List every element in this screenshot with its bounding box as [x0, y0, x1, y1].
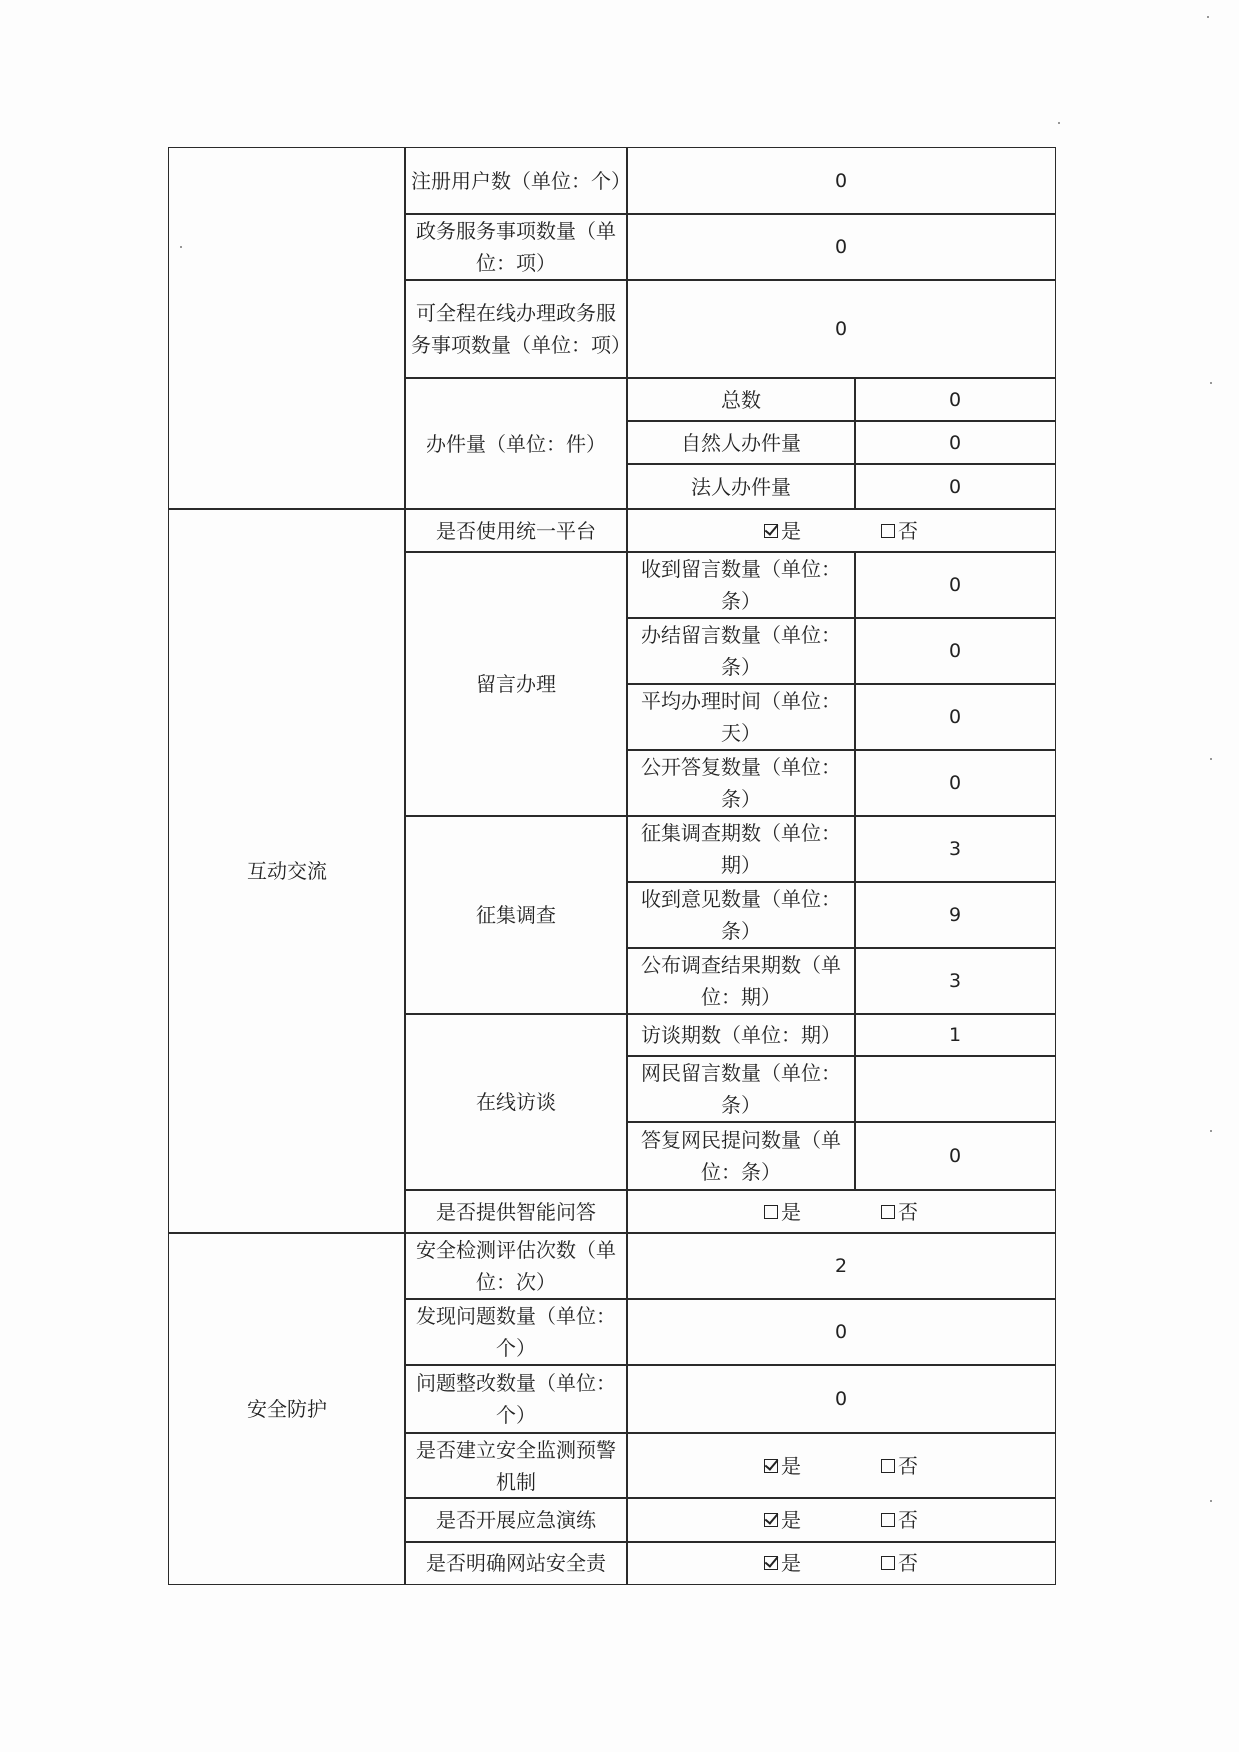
sub-label: 答复网民提问数量（单位：条）: [626, 1121, 856, 1191]
row-label: 是否使用统一平台: [404, 508, 628, 553]
group-label: 留言办理: [404, 551, 628, 817]
sub-value: 1: [854, 1013, 1056, 1057]
row-value: 0: [626, 1364, 1056, 1434]
checkbox-no[interactable]: [881, 1459, 895, 1473]
scan-speck: [1058, 122, 1060, 124]
scan-speck: [1207, 16, 1209, 18]
section-interaction: [168, 508, 406, 1234]
scan-speck: [1210, 1500, 1212, 1502]
section-cell-empty: [168, 147, 406, 510]
checkbox-no[interactable]: [881, 1513, 895, 1527]
row-label: 政务服务事项数量（单位：项）: [404, 213, 628, 281]
row-label: 可全程在线办理政务服务事项数量（单位：项）: [404, 279, 628, 379]
sub-value: 0: [854, 551, 1056, 619]
checkbox-no[interactable]: [881, 1556, 895, 1570]
checkbox-yes[interactable]: [764, 1556, 778, 1570]
sub-value: 0: [854, 617, 1056, 685]
sub-value: 9: [854, 881, 1056, 949]
scan-speck: [1210, 382, 1212, 384]
row-value: 0: [626, 279, 1056, 379]
sub-label: 访谈期数（单位：期）: [626, 1013, 856, 1057]
checkbox-no[interactable]: [881, 524, 895, 538]
sub-label: 自然人办件量: [626, 420, 856, 465]
row-label: 注册用户数（单位：个）: [404, 147, 628, 215]
sub-value: 0: [854, 420, 1056, 465]
yes-no-options: 是 否: [626, 1189, 1056, 1234]
sub-label: 收到留言数量（单位：条）: [626, 551, 856, 619]
group-label: 办件量（单位：件）: [404, 377, 628, 510]
section-label: 安全防护: [247, 1396, 327, 1421]
row-label: 是否建立安全监测预警机制: [404, 1432, 628, 1499]
row-label: 安全检测评估次数（单位：次）: [404, 1232, 628, 1300]
row-label: 发现问题数量（单位：个）: [404, 1298, 628, 1366]
group-label: 征集调查: [404, 815, 628, 1015]
section-label: 互动交流: [247, 859, 327, 883]
row-value: 2: [626, 1232, 1056, 1300]
checkbox-yes[interactable]: [764, 1459, 778, 1473]
statistics-table: [168, 147, 1056, 1585]
sub-value: 0: [854, 377, 1056, 422]
group-label: 在线访谈: [404, 1013, 628, 1191]
sub-label: 法人办件量: [626, 463, 856, 510]
sub-value: [854, 1055, 1056, 1123]
row-value: 0: [626, 1298, 1056, 1366]
scan-speck: [1210, 758, 1212, 760]
sub-value: 0: [854, 749, 1056, 817]
sub-value: 0: [854, 463, 1056, 510]
sub-value: 0: [854, 683, 1056, 751]
row-label: 是否提供智能问答: [404, 1189, 628, 1234]
row-label: 是否明确网站安全责: [404, 1541, 628, 1585]
sub-label: 收到意见数量（单位：条）: [626, 881, 856, 949]
checkbox-yes[interactable]: [764, 524, 778, 538]
yes-no-options: 是 否: [626, 508, 1056, 553]
sub-label: 公布调查结果期数（单位：期）: [626, 947, 856, 1015]
checkbox-no[interactable]: [881, 1205, 895, 1219]
row-label: 是否开展应急演练: [404, 1497, 628, 1543]
row-label: 问题整改数量（单位：个）: [404, 1364, 628, 1434]
sub-value: 3: [854, 947, 1056, 1015]
sub-label: 公开答复数量（单位：条）: [626, 749, 856, 817]
row-value: 0: [626, 147, 1056, 215]
yes-no-options: 是 否: [626, 1497, 1056, 1543]
row-value: 0: [626, 213, 1056, 281]
checkbox-yes[interactable]: [764, 1513, 778, 1527]
sub-label: 总数: [626, 377, 856, 422]
section-security: [168, 1232, 406, 1585]
scan-speck: [1210, 1130, 1212, 1132]
sub-label: 征集调查期数（单位：期）: [626, 815, 856, 883]
sub-label: 网民留言数量（单位：条）: [626, 1055, 856, 1123]
sub-value: 0: [854, 1121, 1056, 1191]
sub-label: 办结留言数量（单位：条）: [626, 617, 856, 685]
yes-no-options: 是 否: [626, 1432, 1056, 1499]
yes-no-options: 是 否: [626, 1541, 1056, 1585]
sub-value: 3: [854, 815, 1056, 883]
sub-label: 平均办理时间（单位：天）: [626, 683, 856, 751]
checkbox-yes[interactable]: [764, 1205, 778, 1219]
